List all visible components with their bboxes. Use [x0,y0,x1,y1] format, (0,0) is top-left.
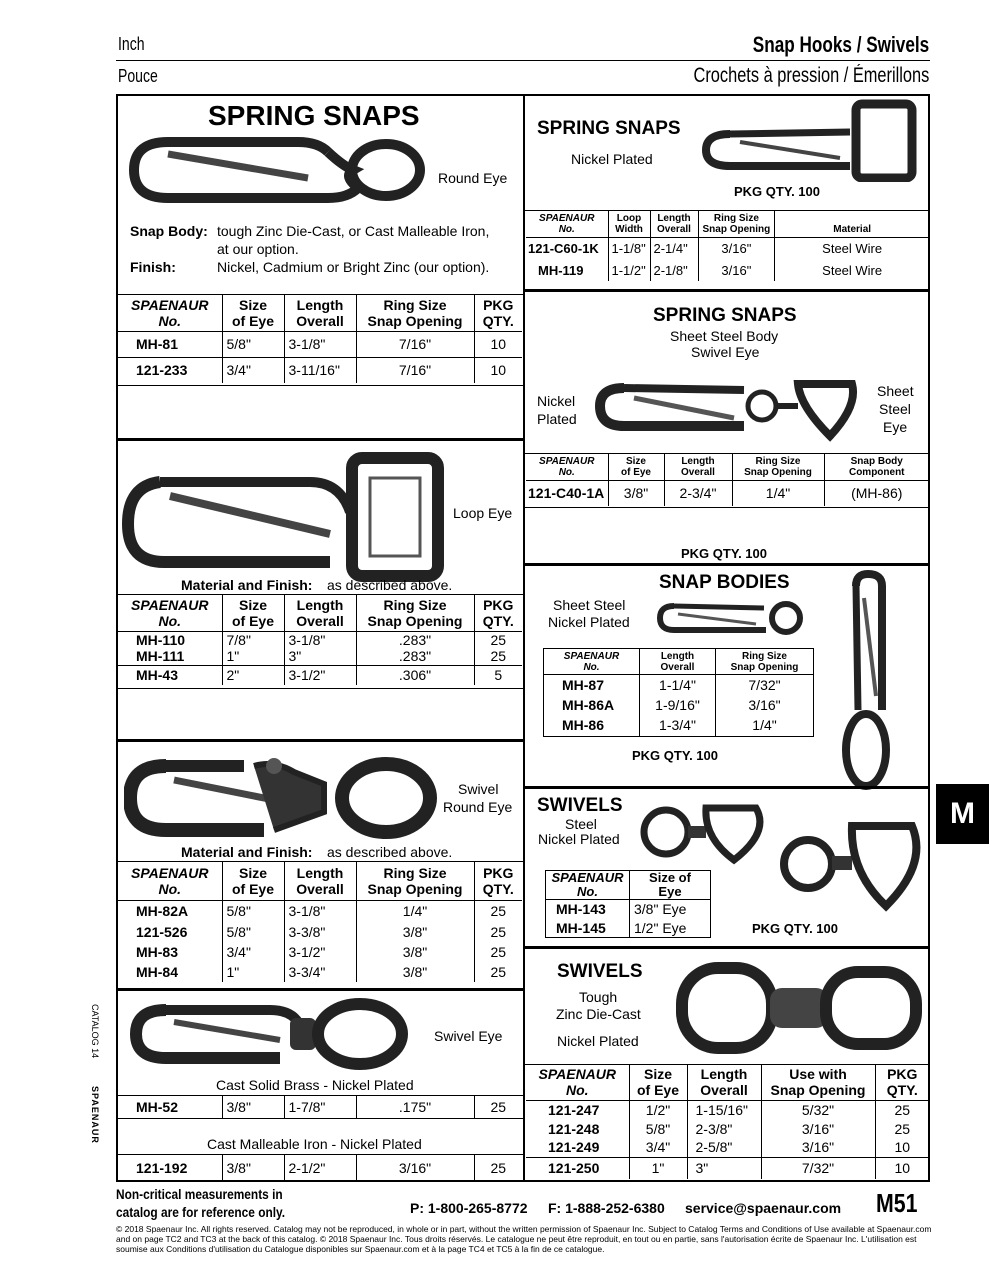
th-no: SPAENAUR No. [546,871,630,900]
th-no: SPAENAUR No. [118,295,222,331]
cell-size: 3/8" [222,1155,284,1180]
cell-no: MH-52 [136,1099,179,1115]
cell-size: 1/2" Eye [630,919,711,938]
cell-no: MH-83 [136,944,179,960]
section-subtitle: Sheet Steel [553,597,626,613]
cell-length: 1-1/4" [640,675,716,695]
table-r3 [543,648,814,737]
cell-ring: 7/16" [356,331,474,357]
cell-no: MH-87 [562,676,605,693]
cell-size: 3/4" [629,1138,687,1157]
cell-width: 1-1/2" [608,259,650,281]
pkg-qty: PKG QTY. 100 [752,921,838,936]
header-divider [116,60,930,61]
cell-no: MH-111 [136,648,185,665]
table-bottom-rule [116,1118,524,1119]
cell-ring: .283" [356,631,474,648]
spring-snap-round-eye-image [128,130,428,210]
swivel-steel-large-image [778,816,928,912]
cell-length: 1-9/16" [640,695,716,715]
footer-note-2: catalog are for reference only. [116,1204,286,1220]
table-row [526,1100,929,1119]
table-row [118,900,522,922]
table-row [546,919,711,938]
th-length: Length Overall [687,1065,761,1100]
section-tab-m[interactable]: M [936,784,989,844]
cell-ring: 3/16" [698,259,775,281]
cell-pkg: 5 [474,665,522,685]
cell-no: 121-192 [136,1159,188,1176]
steel-label: Steel [879,401,911,417]
cell-length: 3-1/2" [284,942,356,962]
cell-size: 3/8" [608,480,664,506]
column-divider [523,94,525,1182]
section-subtitle: Steel [565,816,597,832]
cell-no: MH-43 [136,667,179,684]
cell-pkg: 25 [875,1100,929,1119]
cell-ring: 3/16" [356,1155,474,1180]
loop-eye-label: Loop Eye [453,505,513,521]
cell-pkg: 25 [474,631,522,648]
table-r2 [526,454,929,506]
section-title: SPRING SNAPS [208,100,420,131]
spring-snap-wire-image [700,98,920,182]
page-number: M51 [876,1188,918,1218]
th-length: Length Overall [664,454,732,480]
section-divider [525,563,929,566]
cell-length: 3-11/16" [284,357,356,383]
table-row [526,259,929,281]
th-length: Length Overall [284,295,356,331]
table-bottom-rule [116,688,524,689]
round-eye-label: Round Eye [443,799,513,815]
cell-pkg: 25 [875,1119,929,1138]
section-subtitle: Nickel Plated [548,614,630,630]
cell-no: MH-86 [562,717,605,734]
cell-no: MH-119 [538,262,584,278]
cell-ring: .175" [356,1096,474,1118]
cell-length: 2-5/8" [687,1138,761,1157]
cell-component: (MH-86) [824,480,929,506]
cell-pkg: 10 [875,1138,929,1157]
section-divider [116,988,524,991]
table-row [118,357,522,383]
table-s3 [118,862,522,982]
th-ring: Ring Size Snap Opening [356,295,474,331]
cell-size: 5/8" [222,900,284,922]
snap-body-vertical-image [836,570,894,792]
footer-fax[interactable]: F: 1-888-252-6380 [548,1200,665,1216]
cell-pkg: 10 [474,357,522,383]
cell-pkg: 10 [474,331,522,357]
cell-material: Steel Wire [775,237,929,259]
table-row [544,675,814,695]
cell-ring: 1/4" [356,900,474,922]
th-material: Material [775,211,929,237]
cell-ring: 7/16" [356,357,474,383]
cell-pkg: 25 [474,962,522,982]
cell-no: 121-C60-1K [528,240,599,256]
table-row [526,1119,929,1138]
cell-no: MH-84 [136,964,179,980]
cell-ring: 1/4" [732,480,824,506]
section-subtitle: Nickel Plated [557,1033,639,1049]
th-length: Length Overall [650,211,698,237]
table-row [118,922,522,942]
th-length: Length Overall [640,649,716,675]
table-row [118,1096,522,1118]
table-row [118,962,522,982]
cell-no: MH-145 [556,919,606,936]
cell-length: 1-15/16" [687,1100,761,1119]
header-inch: Inch [118,34,145,54]
cell-ring: 5/32" [761,1100,875,1119]
th-use-with: Use with Snap Opening [761,1065,875,1100]
cell-ring: 3/16" [698,237,775,259]
sheet-label: Sheet [877,383,914,399]
table-row [526,237,929,259]
section-divider [525,289,929,292]
section-title: SNAP BODIES [659,572,790,593]
cell-pkg: 25 [474,648,522,665]
cell-no: 121-247 [548,1101,600,1118]
material-label: Material and Finish: [181,577,313,593]
table-row [118,665,522,685]
spring-snap-swivel-round-eye-image [124,752,444,840]
table-row [118,331,522,357]
snap-body-text2: at our option. [217,241,299,257]
cell-ring: 3/8" [356,922,474,942]
snap-body-image [656,600,816,636]
footer-legal: © 2018 Spaenaur Inc. All rights reserved. Catalog may not be reproduced, in whole or in part, without the written permission of Spaenaur Inc. Subject to Catalog Terms and Conditions of Use available at Spaenaur.com and on page TC2 and TC3 at the back of this catalog. © 2018 Spaenaur Inc. Tous droits réservés. Le catalogue ne peut être reproduit, en tout ou en partie, sans l'autorisation écrite de Spaenaur Inc. L'utilisation est soumise aux Conditions d'utilisation du Catalogue disponibles sur Spaenaur.com et à la page TC4 et TC5 à la fin de ce catalogue. [116,1224,932,1254]
swivel-eye-label: Swivel Eye [434,1028,503,1044]
table-bottom-rule [525,507,929,508]
table-row [118,1155,522,1180]
section-title: SWIVELS [537,795,623,816]
cell-material: Steel Wire [775,259,929,281]
th-ring: Ring Size Snap Opening [698,211,775,237]
cell-size: 1/2" [629,1100,687,1119]
table-row [118,648,522,665]
cell-ring: 7/32" [761,1157,875,1179]
cell-no: MH-143 [556,901,606,918]
th-no: SPAENAUR No. [526,211,608,237]
cell-no: 121-526 [136,924,188,940]
swivel-die-cast-image [674,958,924,1058]
material-label: Material and Finish: [181,844,313,860]
th-no: SPAENAUR No. [544,649,640,675]
cell-no: MH-86A [562,696,615,713]
cell-size: 3/4" [222,357,284,383]
cell-pkg: 25 [474,1096,522,1118]
cell-length: 2-3/8" [687,1119,761,1138]
th-component: Snap Body Component [824,454,929,480]
cell-size: 1" [222,648,284,665]
cell-size: 7/8" [222,631,284,648]
cell-pkg: 25 [474,942,522,962]
table-row [544,695,814,715]
th-ring: Ring Size Snap Opening [716,649,814,675]
th-length: Length Overall [284,862,356,900]
table-s2 [118,595,522,685]
table-row [526,1157,929,1179]
section-subtitle: Nickel Plated [538,831,620,847]
cell-length: 3-1/8" [284,331,356,357]
section-divider [116,739,524,742]
side-catalog-label: CATALOG 14 [90,1004,100,1059]
th-ring: Ring Size Snap Opening [732,454,824,480]
cell-ring: .306" [356,665,474,685]
th-pkg: PKG QTY. [474,862,522,900]
cell-no: 121-C40-1A [528,485,605,502]
snap-body-label: Snap Body: [130,223,208,239]
cell-size: 3/4" [222,942,284,962]
table-r5 [526,1065,929,1179]
cell-no: 121-250 [548,1160,600,1177]
cell-ring: 3/16" [761,1138,875,1157]
th-no: SPAENAUR No. [526,1065,629,1100]
finish-text: Nickel, Cadmium or Bright Zinc (our option). [217,259,490,275]
th-pkg: PKG QTY. [474,295,522,331]
cell-length: 3-3/4" [284,962,356,982]
pkg-qty: PKG QTY. 100 [734,184,820,199]
snap-body-text: tough Zinc Die-Cast, or Cast Malleable Iron, [217,223,490,239]
table-bottom-rule [116,385,524,386]
cell-ring: 3/8" [356,942,474,962]
section-subtitle: Sheet Steel Body [670,328,779,344]
cell-length: 3" [687,1157,761,1179]
th-length: Length Overall [284,595,356,631]
section-subtitle: Swivel Eye [691,344,760,360]
cell-size: 1" [222,962,284,982]
cell-no: 121-248 [548,1120,600,1137]
section-divider [525,786,929,789]
table-row [544,715,814,737]
section-subtitle: Nickel Plated [571,151,653,167]
round-eye-label: Round Eye [438,170,508,186]
footer-phone[interactable]: P: 1-800-265-8772 [410,1200,528,1216]
section-subtitle: Tough [579,989,618,1005]
nickel-label: Nickel [537,393,576,409]
table-s4a [118,1096,522,1118]
cell-pkg: 25 [474,900,522,922]
header-title-fr: Crochets à pression / Émerillons [693,64,929,87]
cell-length: 3" [284,648,356,665]
th-size: Size of Eye [222,295,284,331]
th-no: SPAENAUR No. [526,454,608,480]
cell-length: 3-1/2" [284,665,356,685]
pkg-qty: PKG QTY. 100 [681,546,767,561]
th-size: Size of Eye [222,862,284,900]
cell-size: 5/8" [222,922,284,942]
cell-length: 2-1/2" [284,1155,356,1180]
cell-ring: 7/32" [716,675,814,695]
th-size: Size of Eye [222,595,284,631]
footer-note-1: Non-critical measurements in [116,1186,283,1202]
cell-ring: 3/16" [761,1119,875,1138]
caption-brass: Cast Solid Brass - Nickel Plated [216,1077,414,1093]
cell-ring: 1/4" [716,715,814,737]
spring-snap-loop-eye-image [120,452,450,582]
th-no: SPAENAUR No. [118,595,222,631]
th-size: Size of Eye [629,1065,687,1100]
cell-size: 3/8" Eye [630,900,711,919]
spring-snap-sheet-steel-image [594,374,864,444]
th-pkg: PKG QTY. [875,1065,929,1100]
cell-ring: 3/8" [356,962,474,982]
table-s4b [118,1155,522,1180]
cell-size: 2" [222,665,284,685]
table-row [546,900,711,919]
table-r1 [526,211,929,281]
th-ring: Ring Size Snap Opening [356,595,474,631]
cell-no: MH-110 [136,631,186,648]
table-row [526,480,929,506]
cell-length: 2-3/4" [664,480,732,506]
side-brand-label: SPAENAUR [90,1086,100,1144]
cell-pkg: 25 [474,922,522,942]
th-no: SPAENAUR No. [118,862,222,900]
cell-length: 3-1/8" [284,631,356,648]
caption-iron: Cast Malleable Iron - Nickel Plated [207,1136,422,1152]
section-divider [116,438,524,441]
eye-label: Eye [883,419,908,435]
finish-label: Finish: [130,259,176,275]
table-s1 [118,295,522,383]
plated-label: Plated [537,411,577,427]
cell-no: 121-233 [136,362,188,379]
cell-width: 1-1/8" [608,237,650,259]
cell-ring: .283" [356,648,474,665]
cell-no: MH-81 [136,336,179,352]
pkg-qty: PKG QTY. 100 [632,748,718,763]
section-divider [525,946,929,949]
th-size: Size of Eye [608,454,664,480]
cell-no: 121-249 [548,1139,600,1156]
th-pkg: PKG QTY. [474,595,522,631]
cell-length: 3-3/8" [284,922,356,942]
section-title: SWIVELS [557,961,643,982]
spring-snap-swivel-eye-image [130,996,410,1070]
section-title: SPRING SNAPS [537,118,681,139]
cell-length: 2-1/8" [650,259,698,281]
cell-length: 1-7/8" [284,1096,356,1118]
th-width: Loop Width [608,211,650,237]
cell-pkg: 10 [875,1157,929,1179]
section-subtitle: Zinc Die-Cast [556,1006,641,1022]
table-row [118,942,522,962]
material-text: as described above. [327,577,453,593]
cell-no: MH-82A [136,903,189,920]
th-size: Size of Eye [630,871,711,900]
header-title: Snap Hooks / Swivels [752,32,929,57]
header-pouce: Pouce [118,66,158,86]
footer-email[interactable]: service@spaenaur.com [685,1200,842,1216]
cell-size: 1" [629,1157,687,1179]
cell-size: 5/8" [629,1119,687,1138]
section-title: SPRING SNAPS [653,305,797,326]
cell-size: 3/8" [222,1096,284,1118]
cell-length: 2-1/4" [650,237,698,259]
table-r4 [545,870,711,938]
swivel-steel-small-image [638,798,778,868]
th-ring: Ring Size Snap Opening [356,862,474,900]
cell-pkg: 25 [474,1155,522,1180]
table-row [118,631,522,648]
cell-ring: 3/16" [716,695,814,715]
cell-size: 5/8" [222,331,284,357]
cell-length: 3-1/8" [284,900,356,922]
material-text: as described above. [327,844,453,860]
cell-length: 1-3/4" [640,715,716,737]
table-row [526,1138,929,1157]
swivel-label: Swivel [458,781,499,797]
